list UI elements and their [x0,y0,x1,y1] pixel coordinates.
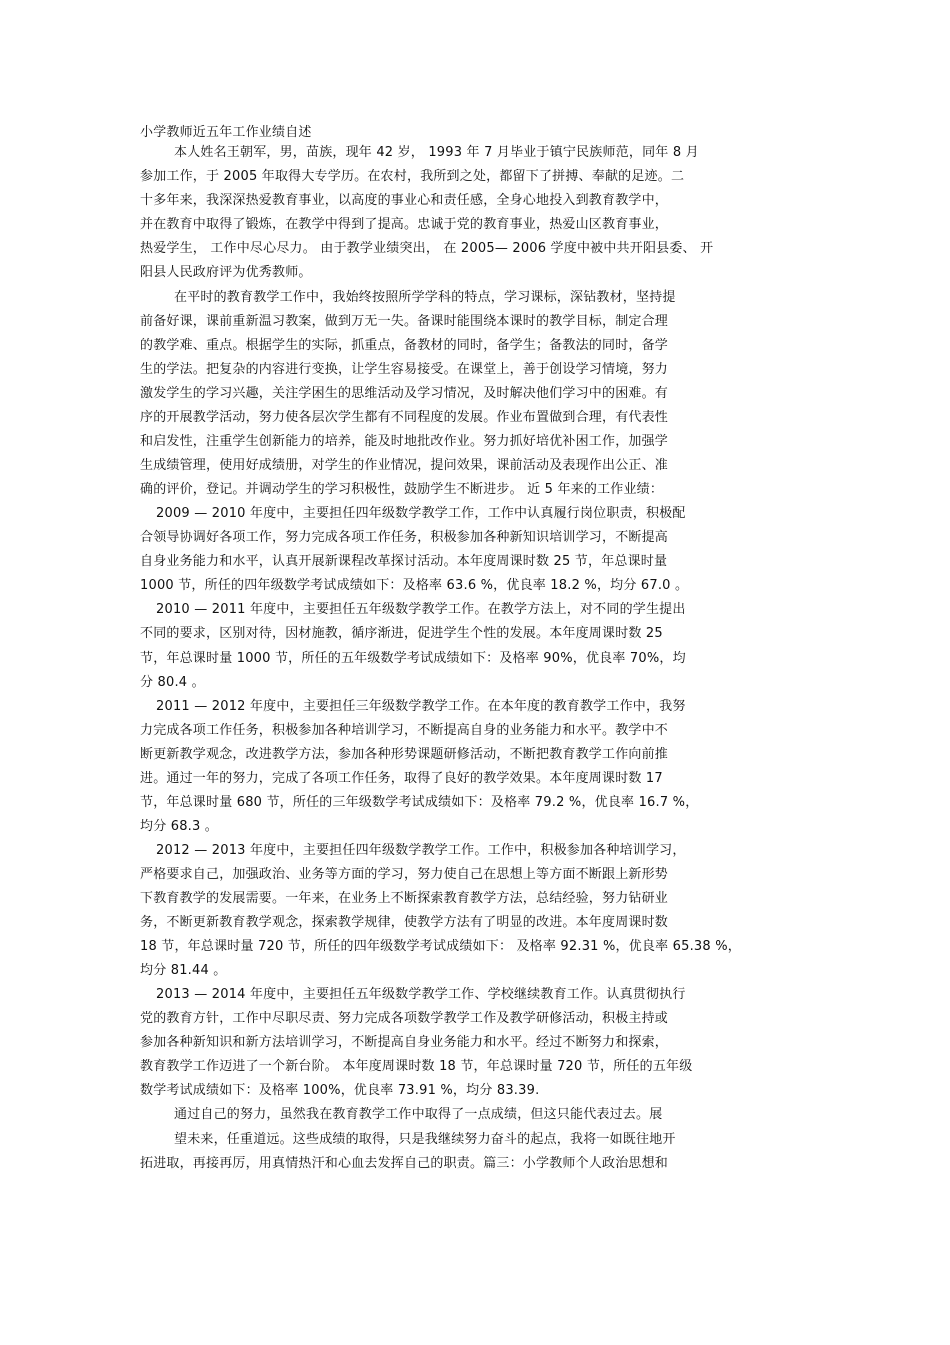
document-line: 前备好课，课前重新温习教案，做到万无一失。备课时能围绕本课时的教学目标，制定合理 [140,314,669,329]
document-line: 序的开展教学活动，努力使各层次学生都有不同程度的发展。作业布置做到合理，有代表性 [140,410,669,425]
document-line: 确的评价，登记。并调动学生的学习积极性，鼓励学生不断进步。 近 5 年来的工作业绩： [140,482,664,497]
document-line: 拓进取，再接再厉，用真情热汗和心血去发挥自己的职责。篇三：小学教师个人政治思想和 [140,1156,669,1171]
document-line: 合领导协调好各项工作，努力完成各项工作任务，积极参加各种新知识培训学习，不断提高 [140,530,669,545]
document-line: 数学考试成绩如下：及格率 100%，优良率 73.91 %，均分 83.39. [140,1083,540,1098]
document-line: 力完成各项工作任务，积极参加各种培训学习，不断提高自身的业务能力和水平。教学中不 [140,723,669,738]
document-line: 通过自己的努力，虽然我在教育教学工作中取得了一点成绩，但这只能代表过去。展 [174,1107,663,1122]
document-line: 2009 — 2010 年度中，主要担任四年级数学教学工作，工作中认真履行岗位职责，积极配 [156,506,686,521]
document-line: 和启发性，注重学生创新能力的培养，能及时地批改作业。努力抓好培优补困工作，加强学 [140,434,669,449]
document-line: 分 80.4 。 [140,675,205,690]
document-title: 小学教师近五年工作业绩自述 [140,125,312,140]
document-line: 教育教学工作迈进了一个新台阶。 本年度周课时数 18 节，年总课时量 720 节，所任的五年级 [140,1059,693,1074]
document-line: 不同的要求，区别对待，因材施教，循序渐进，促进学生个性的发展。本年度周课时数 25 [140,626,663,641]
document-line: 自身业务能力和水平，认真开展新课程改革探讨活动。本年度周课时数 25 节，年总课时量 [140,554,668,569]
document-line: 党的教育方针，工作中尽职尽责、努力完成各项数学教学工作及教学研修活动，积极主持或 [140,1011,669,1026]
document-line: 节，年总课时量 1000 节，所任的五年级数学考试成绩如下：及格率 90%，优良率 70%，均 [140,651,686,666]
document-line: 断更新教学观念，改进教学方法，参加各种形势课题研修活动，不断把教育教学工作向前推 [140,747,669,762]
document-line: 均分 68.3 。 [140,819,219,834]
document-line: 均分 81.44 。 [140,963,227,978]
document-line: 1000 节，所任的四年级数学考试成绩如下：及格率 63.6 %，优良率 18.2 %，均分 67.0 。 [140,578,689,593]
document-line: 激发学生的学习兴趣，关注学困生的思维活动及学习情况，及时解决他们学习中的困难。有 [140,386,669,401]
document-line: 进。通过一年的努力，完成了各项工作任务，取得了良好的教学效果。本年度周课时数 17 [140,771,663,786]
document-line: 的教学难、重点。根据学生的实际，抓重点，备教材的同时，备学生；备教法的同时，备学 [140,338,669,353]
document-line: 18 节，年总课时量 720 节，所任的四年级数学考试成绩如下： 及格率 92.31 %，优良率 65.38 %， [140,939,741,954]
document-line: 节，年总课时量 680 节，所任的三年级数学考试成绩如下：及格率 79.2 %，优良率 16.7 %， [140,795,699,810]
document-line: 热爱学生， 工作中尽心尽力。 由于教学业绩突出， 在 2005— 2006 学度中被中共开阳县委、 开 [140,241,714,256]
document-line: 2013 — 2014 年度中，主要担任五年级数学教学工作、学校继续教育工作。认真贯彻执行 [156,987,686,1002]
document-line: 阳县人民政府评为优秀教师。 [140,265,312,280]
document-line: 在平时的教育教学工作中，我始终按照所学学科的特点，学习课标，深钻教材，坚持提 [174,290,676,305]
document-line: 2012 — 2013 年度中，主要担任四年级数学教学工作。工作中，积极参加各种培训学习， [156,843,686,858]
document-line: 望未来，任重道远。这些成绩的取得，只是我继续努力奋斗的起点，我将一如既往地开 [174,1132,676,1147]
document-line: 2011 — 2012 年度中，主要担任三年级数学教学工作。在本年度的教育教学工作中，我努 [156,699,686,714]
document-line: 2010 — 2011 年度中，主要担任五年级数学教学工作。在教学方法上，对不同的学生提出 [156,602,686,617]
document-line: 严格要求自己，加强政治、业务等方面的学习，努力使自己在思想上等方面不断跟上新形势 [140,867,669,882]
document-line: 参加各种新知识和新方法培训学习，不断提高自身业务能力和水平。经过不断努力和探索， [140,1035,669,1050]
document-line: 生的学法。把复杂的内容进行变换，让学生容易接受。在课堂上，善于创设学习情境，努力 [140,362,669,377]
document-line: 参加工作，于 2005 年取得大专学历。在农村，我所到之处，都留下了拼搏、奉献的足迹。二 [140,169,685,184]
document-line: 十多年来，我深深热爱教育事业，以高度的事业心和责任感，全身心地投入到教育教学中， [140,193,669,208]
document-line: 本人姓名王朝军，男，苗族，现年 42 岁， 1993 年 7 月毕业于镇宁民族师范，同年 8 月 [174,145,699,160]
document-line: 下教育教学的发展需要。一年来，在业务上不断探索教育教学方法，总结经验，努力钻研业 [140,891,669,906]
document-line: 并在教育中取得了锻炼，在教学中得到了提高。忠诚于党的教育事业，热爱山区教育事业， [140,217,669,232]
document-line: 务，不断更新教育教学观念，探索教学规律，使教学方法有了明显的改进。本年度周课时数 [140,915,669,930]
document-line: 生成绩管理，使用好成绩册，对学生的作业情况，提问效果，课前活动及表现作出公正、准 [140,458,669,473]
